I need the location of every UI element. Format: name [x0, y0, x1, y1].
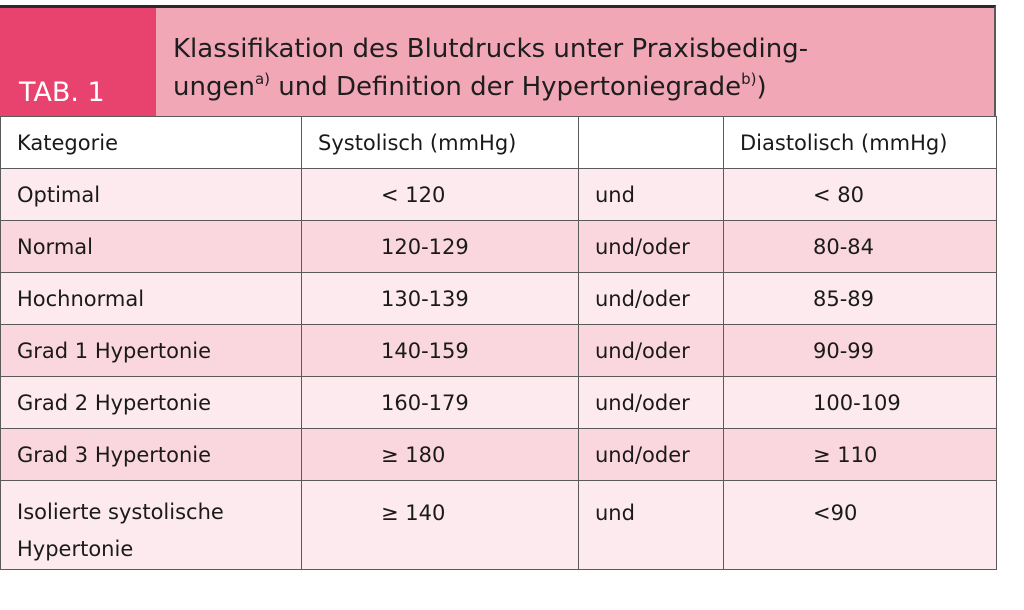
- table-row: [1, 429, 997, 481]
- table-title: [156, 8, 994, 116]
- header-conjunction: [579, 117, 724, 169]
- cell-kategorie: Normal: [1, 221, 302, 273]
- title-line-2-part-1: ungen: [173, 72, 255, 102]
- table-figure: [0, 5, 996, 570]
- table-number-label: [0, 8, 156, 116]
- table-header-row: [1, 117, 997, 169]
- cell-systolisch: ≥ 140: [302, 481, 579, 570]
- title-line-2-part-3: ): [756, 72, 767, 102]
- cell-diastolisch: ≥ 110: [724, 429, 997, 481]
- cell-conjunction: und/oder: [579, 221, 724, 273]
- header-kategorie: Kategorie: [1, 117, 302, 169]
- cell-conjunction: und/oder: [579, 325, 724, 377]
- table-number-text: TAB. 1: [19, 77, 105, 108]
- table-header: [0, 5, 996, 116]
- cell-kategorie: Grad 2 Hypertonie: [1, 377, 302, 429]
- blood-pressure-table: [0, 116, 997, 570]
- cell-systolisch: 140-159: [302, 325, 579, 377]
- cell-kategorie: Grad 3 Hypertonie: [1, 429, 302, 481]
- table-row: [1, 481, 997, 570]
- cell-systolisch: ≥ 180: [302, 429, 579, 481]
- table-row: [1, 273, 997, 325]
- title-line-1: Klassifikation des Blutdrucks unter Praxisbeding-: [173, 34, 809, 64]
- table-row: [1, 221, 997, 273]
- cell-systolisch: < 120: [302, 169, 579, 221]
- cell-conjunction: und: [579, 481, 724, 570]
- header-diastolisch: Diastolisch (mmHg): [724, 117, 997, 169]
- cell-diastolisch: <90: [724, 481, 997, 570]
- cell-conjunction: und/oder: [579, 273, 724, 325]
- cell-kategorie: Hochnormal: [1, 273, 302, 325]
- table-row: [1, 325, 997, 377]
- cell-diastolisch: 100-109: [724, 377, 997, 429]
- cell-diastolisch: 90-99: [724, 325, 997, 377]
- cell-diastolisch: 80-84: [724, 221, 997, 273]
- cell-kategorie: Optimal: [1, 169, 302, 221]
- cell-conjunction: und/oder: [579, 429, 724, 481]
- table-row: [1, 377, 997, 429]
- footnote-marker-b: b): [741, 70, 757, 88]
- cell-kategorie: Grad 1 Hypertonie: [1, 325, 302, 377]
- header-systolisch: Systolisch (mmHg): [302, 117, 579, 169]
- cell-conjunction: und: [579, 169, 724, 221]
- cell-kategorie: Isolierte systolische Hypertonie: [1, 481, 302, 570]
- cell-systolisch: 120-129: [302, 221, 579, 273]
- title-line-2: [173, 68, 994, 106]
- cell-diastolisch: < 80: [724, 169, 997, 221]
- table-row: [1, 169, 997, 221]
- cell-diastolisch: 85-89: [724, 273, 997, 325]
- footnote-marker-a: a): [254, 70, 270, 88]
- title-line-2-part-2: und Definition der Hypertoniegrade: [269, 72, 742, 102]
- cell-systolisch: 130-139: [302, 273, 579, 325]
- cell-conjunction: und/oder: [579, 377, 724, 429]
- cell-systolisch: 160-179: [302, 377, 579, 429]
